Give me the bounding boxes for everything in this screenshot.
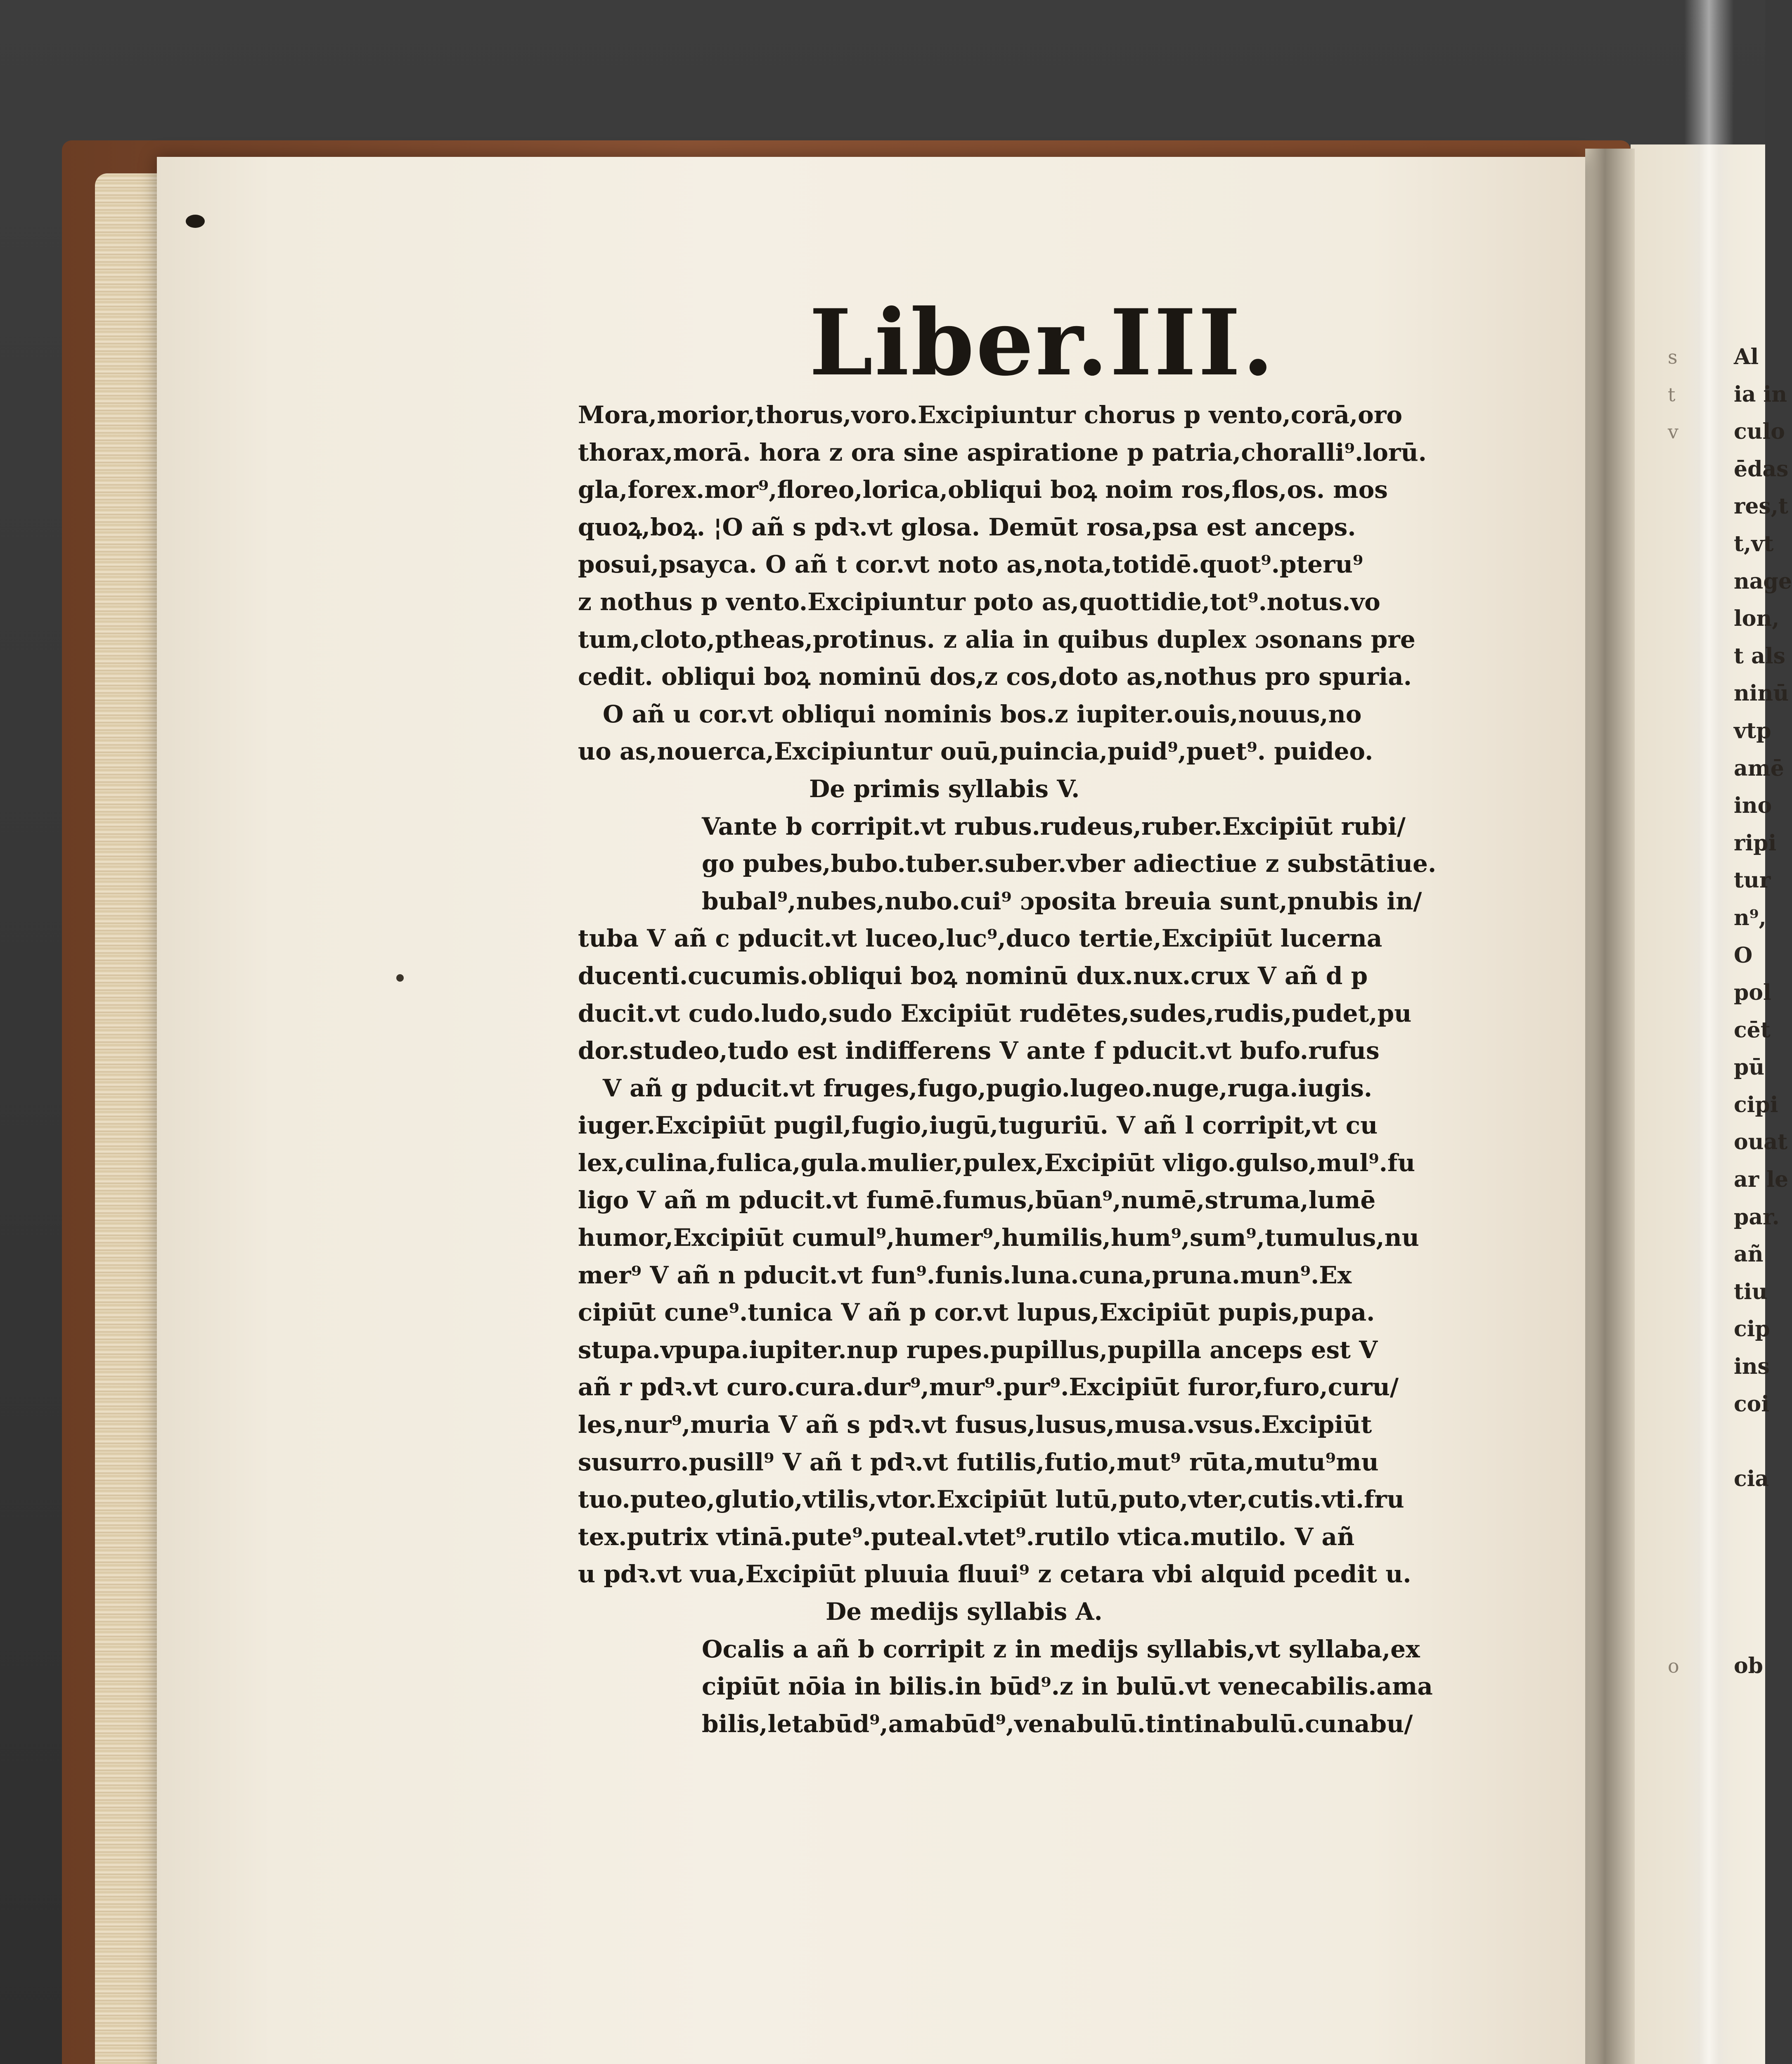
margin-fragment xyxy=(1668,525,1693,563)
text-line: quoꝝ,boꝝ. ¦O añ s pdꝛ.vt glosa. Demūt rosa,psa est anceps. xyxy=(578,513,1356,541)
facing-line xyxy=(1734,1423,1765,1460)
facing-line: t als xyxy=(1734,643,1785,669)
facing-line: cipi xyxy=(1734,1092,1778,1117)
facing-line: ninū xyxy=(1734,681,1789,706)
facing-line: res,t xyxy=(1734,494,1788,519)
margin-fragment xyxy=(1668,974,1693,1012)
section-heading: De primis syllabis V. xyxy=(809,774,1080,803)
facing-line: culo xyxy=(1734,419,1785,445)
text-line: go pubes,bubo.tuber.suber.vber adiectiue z substātiue. xyxy=(702,850,1437,878)
margin-fragment xyxy=(1668,1573,1693,1610)
margin-fragment xyxy=(1668,937,1693,975)
text-line: tuba V añ c pducit.vt luceo,luc⁹,duco tertie,Excipiūt lucerna xyxy=(578,924,1382,953)
margin-mark xyxy=(396,974,404,982)
facing-line: ēdas xyxy=(1734,456,1789,482)
text-line: z nothus p vento.Excipiuntur poto as,quottidie,tot⁹.notus.vo xyxy=(578,587,1380,616)
margin-fragment xyxy=(1668,899,1693,937)
margin-fragment xyxy=(1668,563,1693,601)
margin-fragment xyxy=(1668,1348,1693,1386)
text-line: posui,psayca. O añ t cor.vt noto as,nota,totidē.quot⁹.pteru⁹ xyxy=(578,550,1364,579)
facing-line: lon, xyxy=(1734,606,1780,632)
margin-fragment: s xyxy=(1668,346,1678,368)
margin-fragment xyxy=(1668,1124,1693,1161)
book-gutter xyxy=(1585,149,1635,2064)
text-line: iuger.Excipiūt pugil,fugio,iugū,tuguriū. V añ l corripit,vt cu xyxy=(578,1111,1378,1140)
margin-fragment: t xyxy=(1668,383,1676,406)
facing-line: par. xyxy=(1734,1204,1780,1230)
text-line: u pdꝛ.vt vua,Excipiūt pluuia fluui⁹ z cetara vbi alquid pcedit u. xyxy=(578,1560,1411,1588)
facing-line: cia xyxy=(1734,1466,1769,1491)
facing-line: añ xyxy=(1734,1242,1764,1267)
text-line: les,nur⁹,muria V añ s pdꝛ.vt fusus,lusus,musa.vsus.Excipiūt xyxy=(578,1411,1372,1439)
facing-line: ob xyxy=(1734,1653,1764,1678)
facing-line: tiu xyxy=(1734,1279,1768,1304)
text-line: thorax,morā. hora z ora sine aspiratione p patria,choralli⁹.lorū. xyxy=(578,438,1427,466)
margin-fragment xyxy=(1668,1273,1693,1311)
margin-fragment xyxy=(1668,712,1693,750)
page-heading: Liber.III. xyxy=(809,289,1276,396)
text-line: lex,culina,fulica,gula.mulier,pulex,Excipiūt vligo.gulso,mul⁹.fu xyxy=(578,1148,1416,1177)
text-line: uo as,nouerca,Excipiuntur ouū,puincia,puid⁹,puet⁹. puideo. xyxy=(578,737,1373,766)
facing-line: vtp xyxy=(1734,718,1771,743)
text-line: Vante b corripit.vt rubus.rudeus,ruber.Excipiūt rubi/ xyxy=(702,812,1406,840)
margin-fragment: o xyxy=(1668,1655,1679,1677)
body-text xyxy=(578,396,1461,1742)
margin-fragment: v xyxy=(1668,421,1678,443)
text-line: O añ u cor.vt obliqui nominis bos.z iupiter.ouis,nouus,no xyxy=(603,700,1362,728)
text-line: bubal⁹,nubes,nubo.cui⁹ ɔposita breuia sunt,pnubis in/ xyxy=(702,887,1422,915)
margin-fragment xyxy=(1668,1610,1693,1647)
facing-line: tur xyxy=(1734,868,1771,893)
facing-line xyxy=(1734,1535,1765,1573)
text-line: cedit. obliqui boꝝ nominū dos,z cos,doto as,nothus pro spuria. xyxy=(578,663,1412,691)
margin-fragment xyxy=(1668,1311,1693,1348)
text-line: Mora,morior,thorus,voro.Excipiuntur chorus p vento,corā,oro xyxy=(578,401,1403,429)
text-line: mer⁹ V añ n pducit.vt fun⁹.funis.luna.cuna,pruna.mun⁹.Ex xyxy=(578,1261,1352,1289)
text-line: susurro.pusill⁹ V añ t pdꝛ.vt futilis,futio,mut⁹ rūta,mutu⁹mu xyxy=(578,1448,1379,1476)
text-line: tuo.puteo,glutio,vtilis,vtor.Excipiūt lutū,puto,vter,cutis.vti.fru xyxy=(578,1485,1404,1514)
margin-fragment xyxy=(1668,1535,1693,1573)
text-line: cipiūt cune⁹.tunica V añ p cor.vt lupus,Excipiūt pupis,pupa. xyxy=(578,1298,1375,1327)
text-line: humor,Excipiūt cumul⁹,humer⁹,humilis,hum⁹,sum⁹,tumulus,nu xyxy=(578,1224,1419,1252)
margin-fragment xyxy=(1668,787,1693,825)
text-line: stupa.vpupa.iupiter.nup rupes.pupillus,pupilla anceps est V xyxy=(578,1335,1378,1364)
facing-page-margin xyxy=(1668,338,1693,1685)
facing-line: ar le xyxy=(1734,1167,1789,1193)
facing-line: cip xyxy=(1734,1316,1770,1342)
text-line: V añ g pducit.vt fruges,fugo,pugio.lugeo.nuge,ruga.iugis. xyxy=(603,1074,1373,1102)
facing-line xyxy=(1734,1498,1765,1535)
text-line: tum,cloto,ptheas,protinus. z alia in quibus duplex ɔsonans pre xyxy=(578,625,1416,653)
facing-line: pol xyxy=(1734,980,1771,1006)
margin-fragment xyxy=(1668,638,1693,675)
facing-line: ouat xyxy=(1734,1129,1788,1155)
margin-fragment xyxy=(1668,750,1693,788)
margin-fragment xyxy=(1668,1012,1693,1049)
margin-fragment xyxy=(1668,1498,1693,1535)
margin-fragment xyxy=(1668,862,1693,899)
facing-line: ripi xyxy=(1734,830,1777,856)
facing-page-text xyxy=(1734,338,1792,1685)
text-line: tex.putrix vtinā.pute⁹.puteal.vtet⁹.rutilo vtica.mutilo. V añ xyxy=(578,1522,1355,1551)
margin-fragment xyxy=(1668,1086,1693,1124)
margin-fragment xyxy=(1668,1199,1693,1236)
margin-fragment xyxy=(1668,1161,1693,1199)
facing-line: cēt xyxy=(1734,1017,1771,1043)
margin-fragment xyxy=(1668,825,1693,862)
margin-fragment xyxy=(1668,600,1693,638)
facing-line: coi xyxy=(1734,1391,1770,1417)
margin-fragment xyxy=(1668,1386,1693,1423)
text-line: bilis,letabūd⁹,amabūd⁹,venabulū.tintinabulū.cunabu/ xyxy=(702,1709,1413,1738)
facing-line: nage xyxy=(1734,568,1792,594)
text-line: añ r pdꝛ.vt curo.cura.dur⁹,mur⁹.pur⁹.Excipiūt furor,furo,curu/ xyxy=(578,1373,1399,1401)
text-line: ducit.vt cudo.ludo,sudo Excipiūt rudētes,sudes,rudis,pudet,pu xyxy=(578,999,1412,1027)
facing-line: Al xyxy=(1734,344,1759,369)
facing-line xyxy=(1734,1573,1765,1610)
text-line: dor.studeo,tudo est indifferens V ante f pducit.vt bufo.rufus xyxy=(578,1037,1380,1065)
margin-fragment xyxy=(1668,1423,1693,1460)
text-line: ligo V añ m pducit.vt fumē.fumus,būan⁹,numē,struma,lumē xyxy=(578,1186,1376,1214)
text-line: Ocalis a añ b corripit z in medijs syllabis,vt syllaba,ex xyxy=(702,1635,1420,1663)
margin-fragment xyxy=(1668,675,1693,712)
facing-line: ins xyxy=(1734,1354,1770,1380)
margin-fragment xyxy=(1668,1460,1693,1498)
margin-fragment xyxy=(1668,451,1693,488)
ink-blot xyxy=(186,215,205,228)
text-line: cipiūt nōia in bilis.in būd⁹.z in bulū.vt venecabilis.ama xyxy=(702,1672,1433,1701)
margin-fragment xyxy=(1668,1049,1693,1086)
facing-line: amē xyxy=(1734,755,1784,781)
facing-line: ia in xyxy=(1734,381,1787,407)
facing-line: O xyxy=(1734,942,1753,968)
margin-fragment xyxy=(1668,488,1693,525)
facing-line: ino xyxy=(1734,793,1772,819)
facing-line: n⁹, xyxy=(1734,905,1766,930)
facing-line: t,vt xyxy=(1734,531,1774,556)
facing-line xyxy=(1734,1610,1765,1647)
facing-line: pū xyxy=(1734,1055,1765,1080)
margin-fragment xyxy=(1668,1236,1693,1273)
section-heading: De medijs syllabis A. xyxy=(826,1598,1103,1626)
text-line: gla,forex.mor⁹,floreo,lorica,obliqui boꝝ noim ros,flos,os. mos xyxy=(578,476,1388,504)
text-line: ducenti.cucumis.obliqui boꝝ nominū dux.nux.crux V añ d p xyxy=(578,961,1368,990)
